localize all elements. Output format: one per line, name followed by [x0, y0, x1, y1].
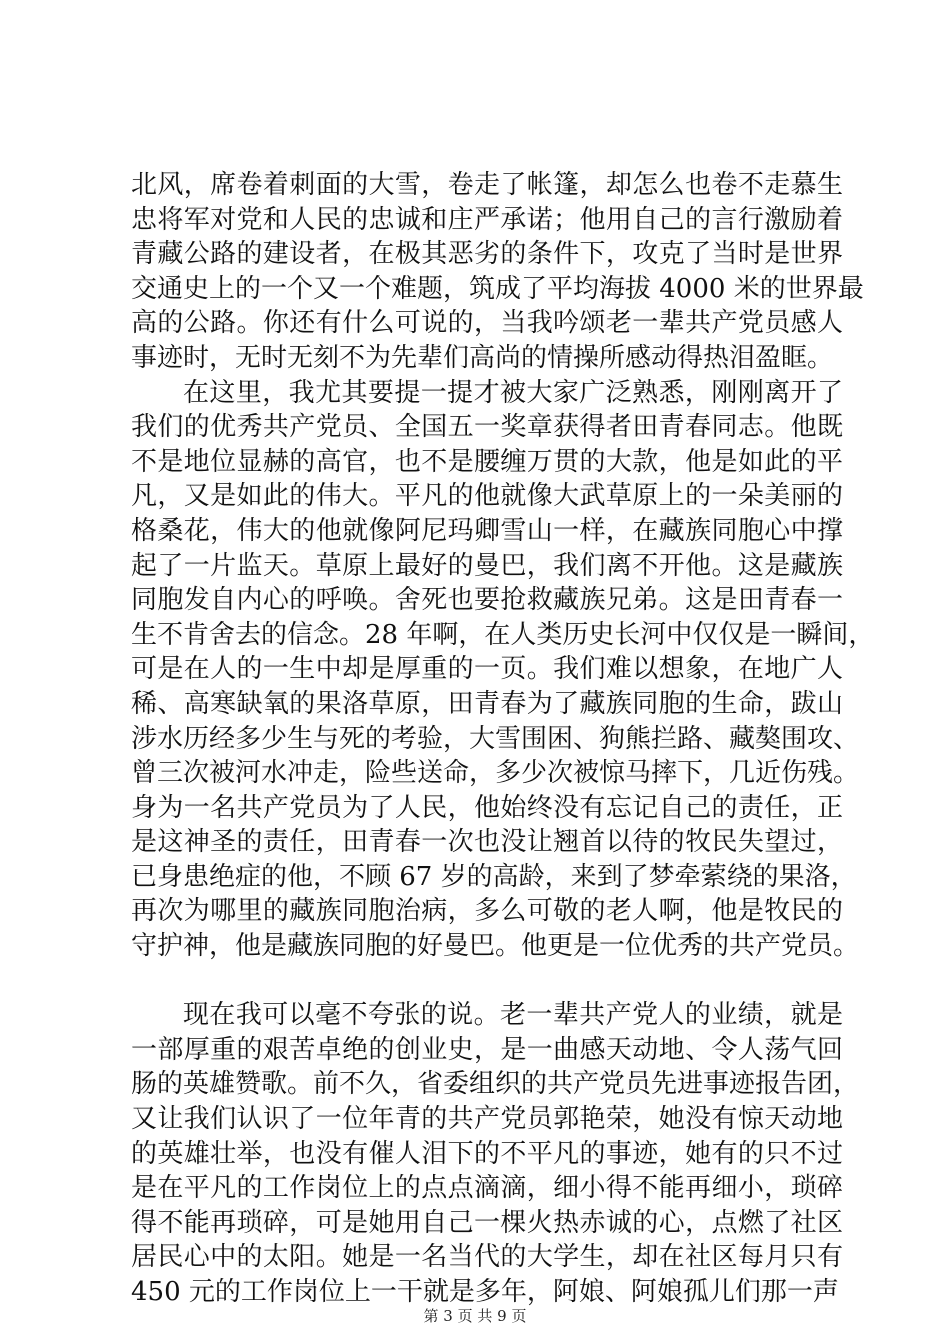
text-line: 事迹时，无时无刻不为先辈们高尚的情操所感动得热泪盈眶。 — [131, 342, 834, 373]
text-line: 身为一名共产党员为了人民，他始终没有忘记自己的责任，正 — [131, 792, 843, 823]
paragraph — [131, 998, 860, 1309]
text-line: 忠将军对党和人民的忠诚和庄严承诺；他用自己的言行激励着 — [131, 204, 843, 235]
text-line: 现在我可以毫不夸张的说。老一辈共产党人的业绩，就是 — [183, 1000, 843, 1031]
text-line: 不是地位显赫的高官，也不是腰缠万贯的大款，他是如此的平 — [131, 446, 843, 477]
text-line: 450 元的工作岗位上一干就是多年，阿娘、阿娘孤儿们那一声 — [131, 1277, 839, 1307]
text-line: 守护神，他是藏族同胞的好曼巴。他更是一位优秀的共产党员。 — [131, 931, 860, 962]
text-line: 青藏公路的建设者，在极其恶劣的条件下，攻克了当时是世界 — [131, 239, 843, 270]
text-line: 涉水历经多少生与死的考验，大雪围困、狗熊拦路、藏獒围攻、 — [131, 723, 860, 754]
text-line: 北风，席卷着刺面的大雪，卷走了帐篷，却怎么也卷不走慕生 — [131, 170, 843, 200]
text-line: 可是在人的一生中却是厚重的一页。我们难以想象，在地广人 — [131, 654, 843, 685]
text-line: 曾三次被河水冲走，险些送命，多少次被惊马摔下，几近伤残。 — [131, 758, 860, 789]
paragraph — [131, 376, 875, 964]
text-line: 得不能再琐碎，可是她用自己一棵火热赤诚的心，点燃了社区 — [131, 1207, 843, 1238]
paragraph — [131, 168, 864, 376]
text-line: 的英雄壮举，也没有催人泪下的不平凡的事迹，她有的只不过 — [131, 1138, 843, 1169]
text-line: 居民心中的太阳。她是一名当代的大学生，却在社区每月只有 — [131, 1242, 843, 1273]
text-line: 在这里，我尤其要提一提才被大家广泛熟悉，刚刚离开了 — [183, 377, 843, 408]
text-line: 已身患绝症的他，不顾 67 岁的高龄，来到了梦牵萦绕的果洛， — [131, 861, 857, 892]
document-body — [131, 168, 875, 1310]
text-line: 一部厚重的艰苦卓绝的创业史，是一曲感天动地、令人荡气回 — [131, 1034, 843, 1065]
text-line: 格桑花，伟大的他就像阿尼玛卿雪山一样，在藏族同胞心中撑 — [131, 515, 843, 546]
text-line: 又让我们认识了一位年青的共产党员郭艳荣，她没有惊天动地 — [131, 1104, 843, 1135]
text-line: 再次为哪里的藏族同胞治病，多么可敬的老人啊，他是牧民的 — [131, 896, 843, 927]
text-line: 同胞发自内心的呼唤。舍死也要抢救藏族兄弟。这是田青春一 — [131, 585, 843, 616]
text-line: 凡，又是如此的伟大。平凡的他就像大武草原上的一朵美丽的 — [131, 481, 843, 512]
text-line: 交通史上的一个又一个难题，筑成了平均海拔 4000 米的世界最 — [131, 273, 864, 304]
text-line: 高的公路。你还有什么可说的，当我吟颂老一辈共产党员感人 — [131, 308, 843, 339]
text-line: 肠的英雄赞歌。前不久，省委组织的共产党员先进事迹报告团， — [131, 1069, 860, 1100]
text-line: 我们的优秀共产党员、全国五一奖章获得者田青春同志。他既 — [131, 412, 843, 443]
page-footer: 第 3 页 共 9 页 — [423, 1307, 527, 1325]
text-line: 稀、高寒缺氧的果洛草原，田青春为了藏族同胞的生命，跋山 — [131, 688, 843, 719]
paragraph-spacer — [131, 964, 843, 999]
text-line: 起了一片监天。草原上最好的曼巴，我们离不开他。这是藏族 — [131, 550, 843, 581]
text-line: 是这神圣的责任，田青春一次也没让翘首以待的牧民失望过， — [131, 827, 843, 858]
text-line: 生不肯舍去的信念。28 年啊，在人类历史长河中仅仅是一瞬间， — [131, 619, 875, 650]
text-line: 是在平凡的工作岗位上的点点滴滴，细小得不能再细小，琐碎 — [131, 1173, 843, 1204]
